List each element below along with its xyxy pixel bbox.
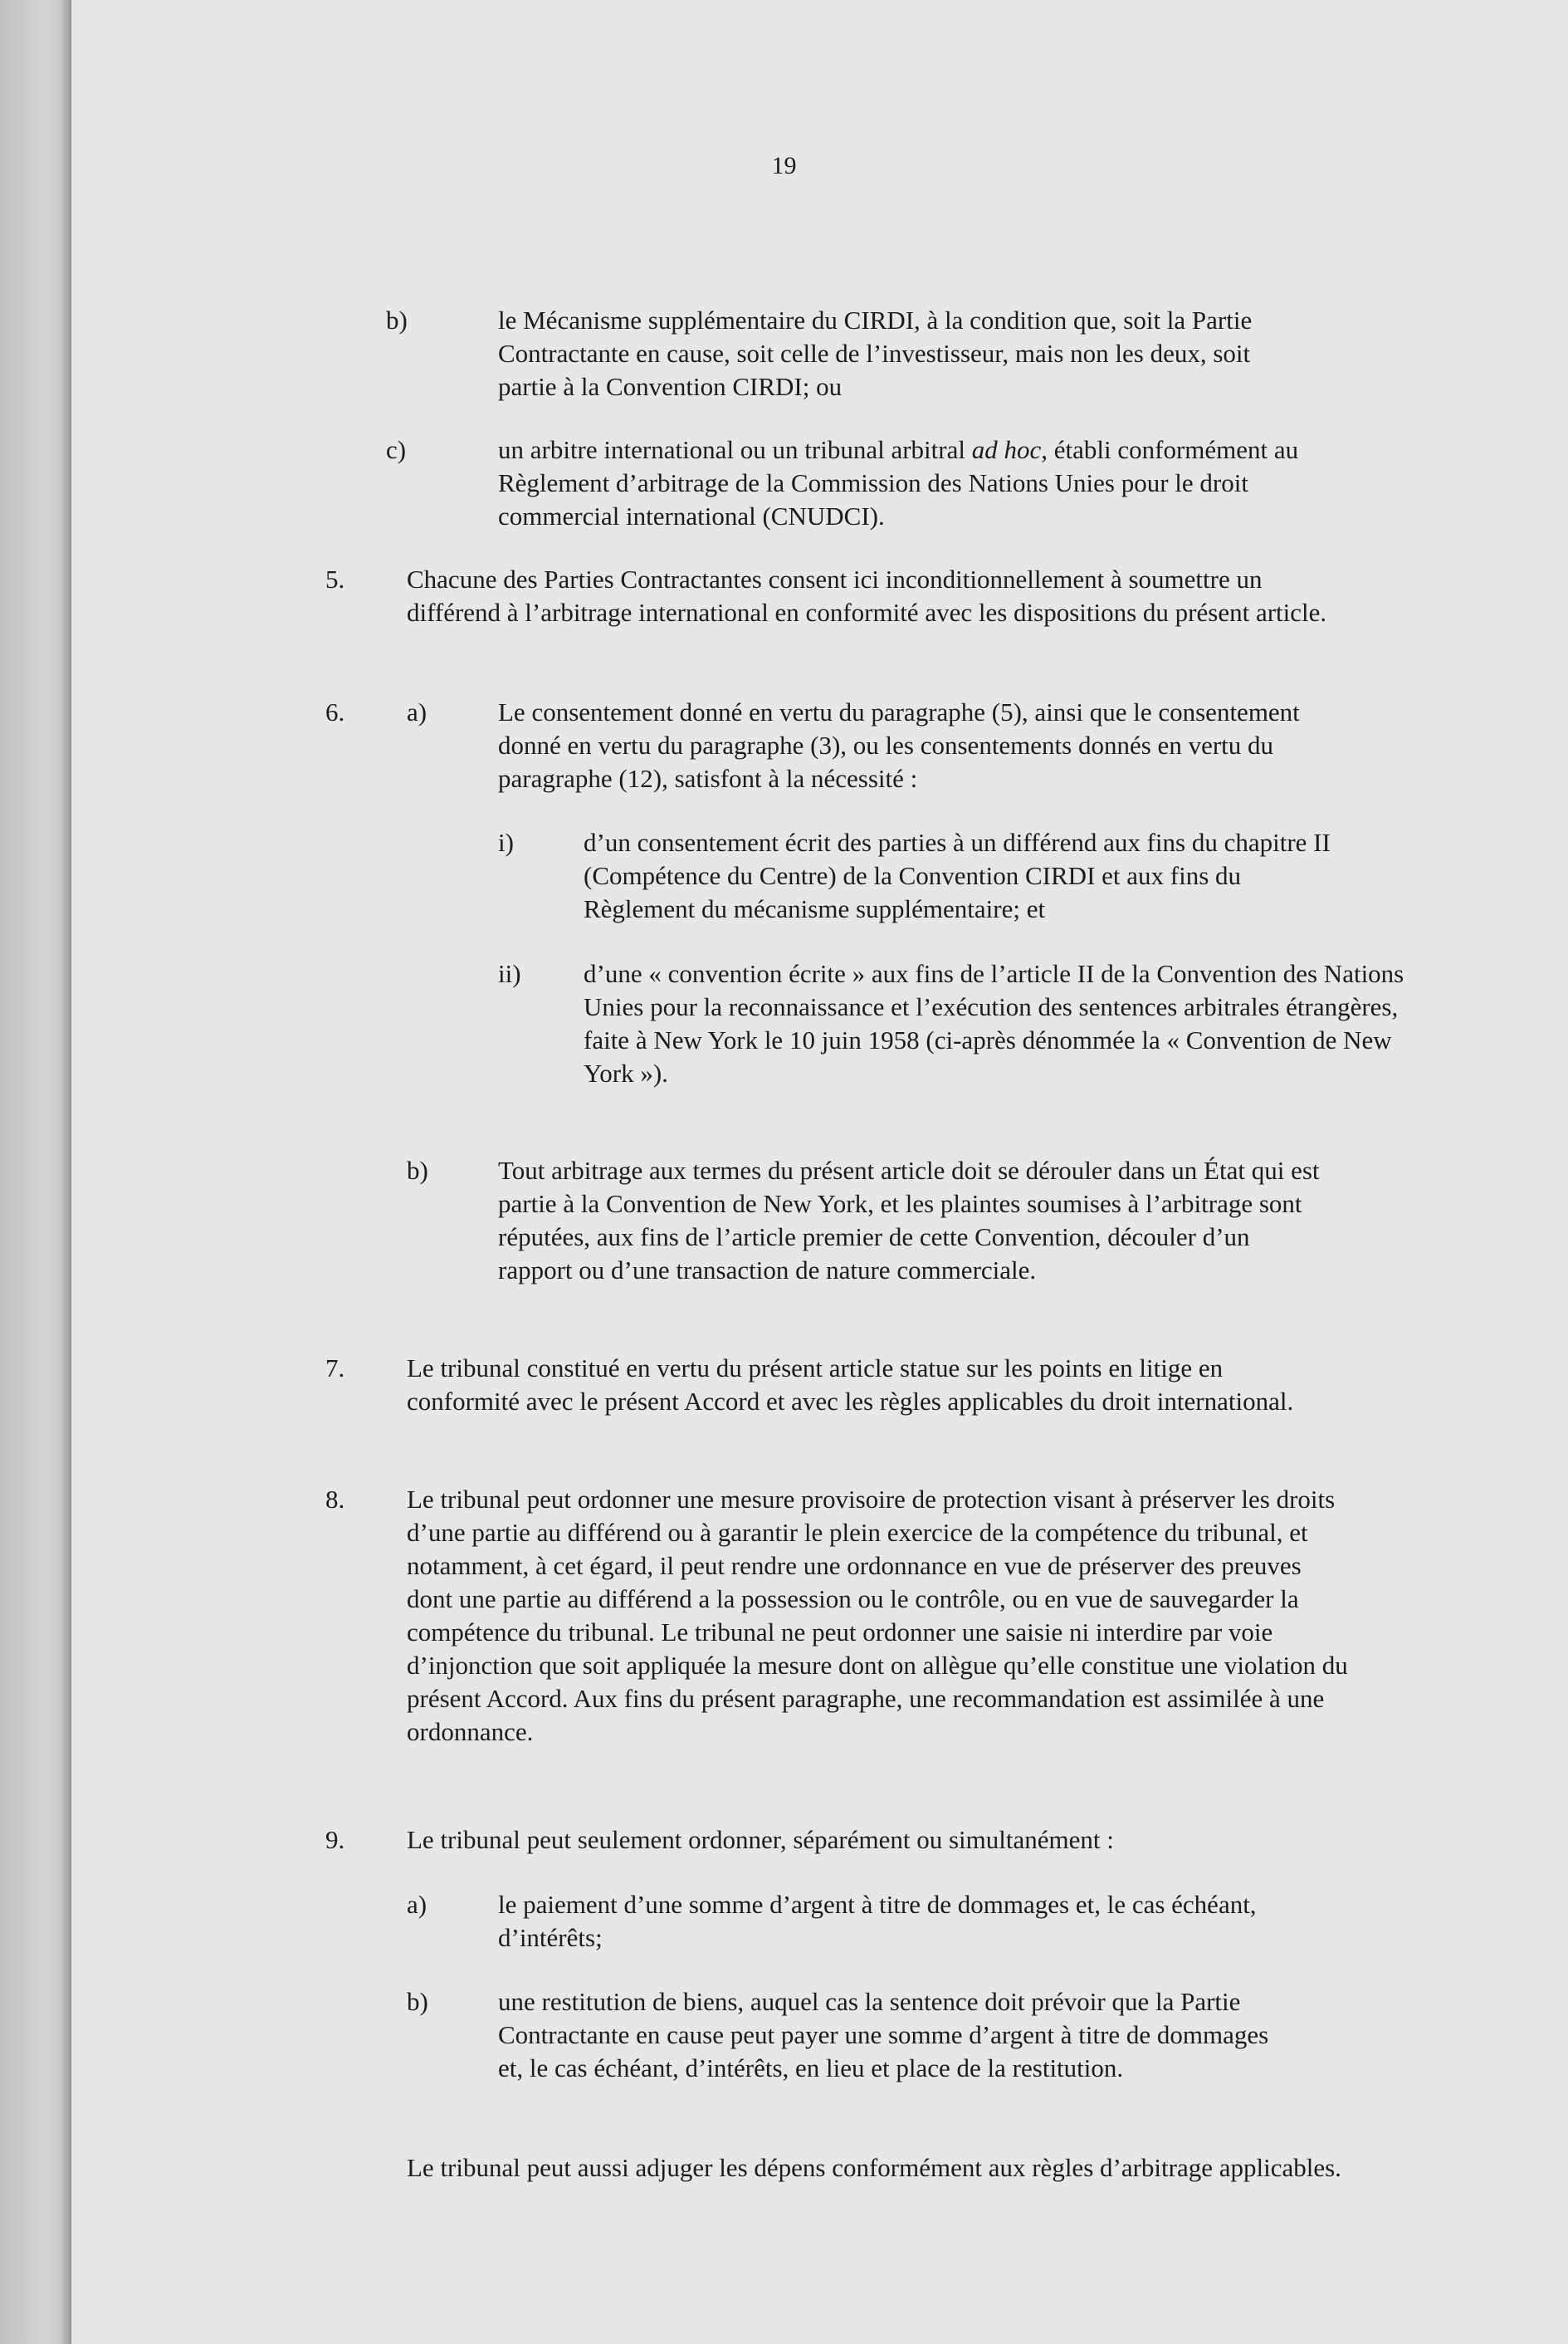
para-8-text: Le tribunal peut ordonner une mesure provisoire de protection visant à préserver les droits d’une partie au différend ou à garantir le plein exercice de la compétence du tribunal, et notamment, à cet égard, il peut rendre une ordonnance en vue de préserver des preuves dont une partie au différend a la possession ou le contrôle, ou en vue de sauvegarder la compétence du tribunal. Le tribunal ne peut ordonner une saisie ni interdire par voie d’injonction que soit appliquée la mesure dont on allègue qu’elle constitue une violation du présent Accord. Aux fins du présent paragraphe, une recommandation est assimilée à une ordonnance. [407, 1485, 1348, 1746]
para-6b-text: Tout arbitrage aux termes du présent article doit se dérouler dans un État qui est partie à la Convention de New York, et les plaintes soumises à l’arbitrage sont réputées, aux fins de l’article premier de cette Convention, découler d’un rapport ou d’une transaction de nature commerciale. [498, 1156, 1320, 1285]
para-6a-i-label: i) [498, 828, 514, 857]
para-9-closing: Le tribunal peut aussi adjuger les dépens conformément aux règles d’arbitrage applicables. [407, 2153, 1341, 2182]
para-6-number: 6. [325, 697, 345, 727]
para-5-number: 5. [325, 565, 345, 594]
page-number: 19 [771, 152, 797, 179]
para-6a-ii-label: ii) [498, 959, 521, 988]
item-4c-text [498, 433, 1312, 533]
para-9-number: 9. [325, 1825, 345, 1854]
para-9b-text: une restitution de biens, auquel cas la sentence doit prévoir que la Partie Contractante en cause peut payer une somme d’argent à titre de dommages et, le cas échéant, d’intérêts, en lieu et place de la restitution. [498, 1987, 1269, 2082]
item-4b-label: b) [386, 306, 408, 335]
para-6b-label: b) [407, 1156, 428, 1185]
item-4c-text-after: , établi conformément au Règlement d’arbitrage de la Commission des Nations Unies pour le droit commercial international (CNUDCI). [498, 435, 1299, 531]
item-4c-text-before: un arbitre international ou un tribunal arbitral [498, 435, 972, 464]
para-6a-text: Le consentement donné en vertu du paragraphe (5), ainsi que le consentement donné en vertu du paragraphe (3), ou les consentements donnés en vertu du paragraphe (12), satisfont à la nécessité : [498, 697, 1300, 793]
para-6a-label: a) [407, 697, 427, 727]
para-9b-label: b) [407, 1987, 428, 2016]
para-7-number: 7. [325, 1353, 345, 1382]
item-4c-label: c) [386, 435, 407, 464]
para-6a-i-text: d’un consentement écrit des parties à un différend aux fins du chapitre II (Compétence du Centre) de la Convention CIRDI et aux fins du Règlement du mécanisme supplémentaire; et [584, 828, 1331, 923]
para-6a-ii-text: d’une « convention écrite » aux fins de l’article II de la Convention des Nations Unies pour la reconnaissance et l’exécution des sentences arbitrales étrangères, faite à New York le 10 juin 1958 (ci-après dénommée la « Convention de New York »). [584, 959, 1404, 1088]
binding-spine [0, 0, 71, 2344]
para-7-text: Le tribunal constitué en vertu du présent article statue sur les points en litige en conformité avec le présent Accord et avec les règles applicables du droit international. [407, 1353, 1294, 1416]
para-5-text: Chacune des Parties Contractantes consent ici inconditionnellement à soumettre un différend à l’arbitrage international en conformité avec les dispositions du présent article. [407, 565, 1327, 627]
item-4c-text-italic: ad hoc [971, 435, 1042, 464]
para-9-text: Le tribunal peut seulement ordonner, séparément ou simultanément : [407, 1825, 1114, 1854]
para-9a-label: a) [407, 1890, 427, 1919]
para-8-number: 8. [325, 1485, 345, 1514]
para-9a-text: le paiement d’une somme d’argent à titre de dommages et, le cas échéant, d’intérêts; [498, 1890, 1257, 1952]
item-4b-text: le Mécanisme supplémentaire du CIRDI, à la condition que, soit la Partie Contractante en cause, soit celle de l’investisseur, mais non les deux, soit partie à la Convention CIRDI; ou [498, 306, 1253, 401]
